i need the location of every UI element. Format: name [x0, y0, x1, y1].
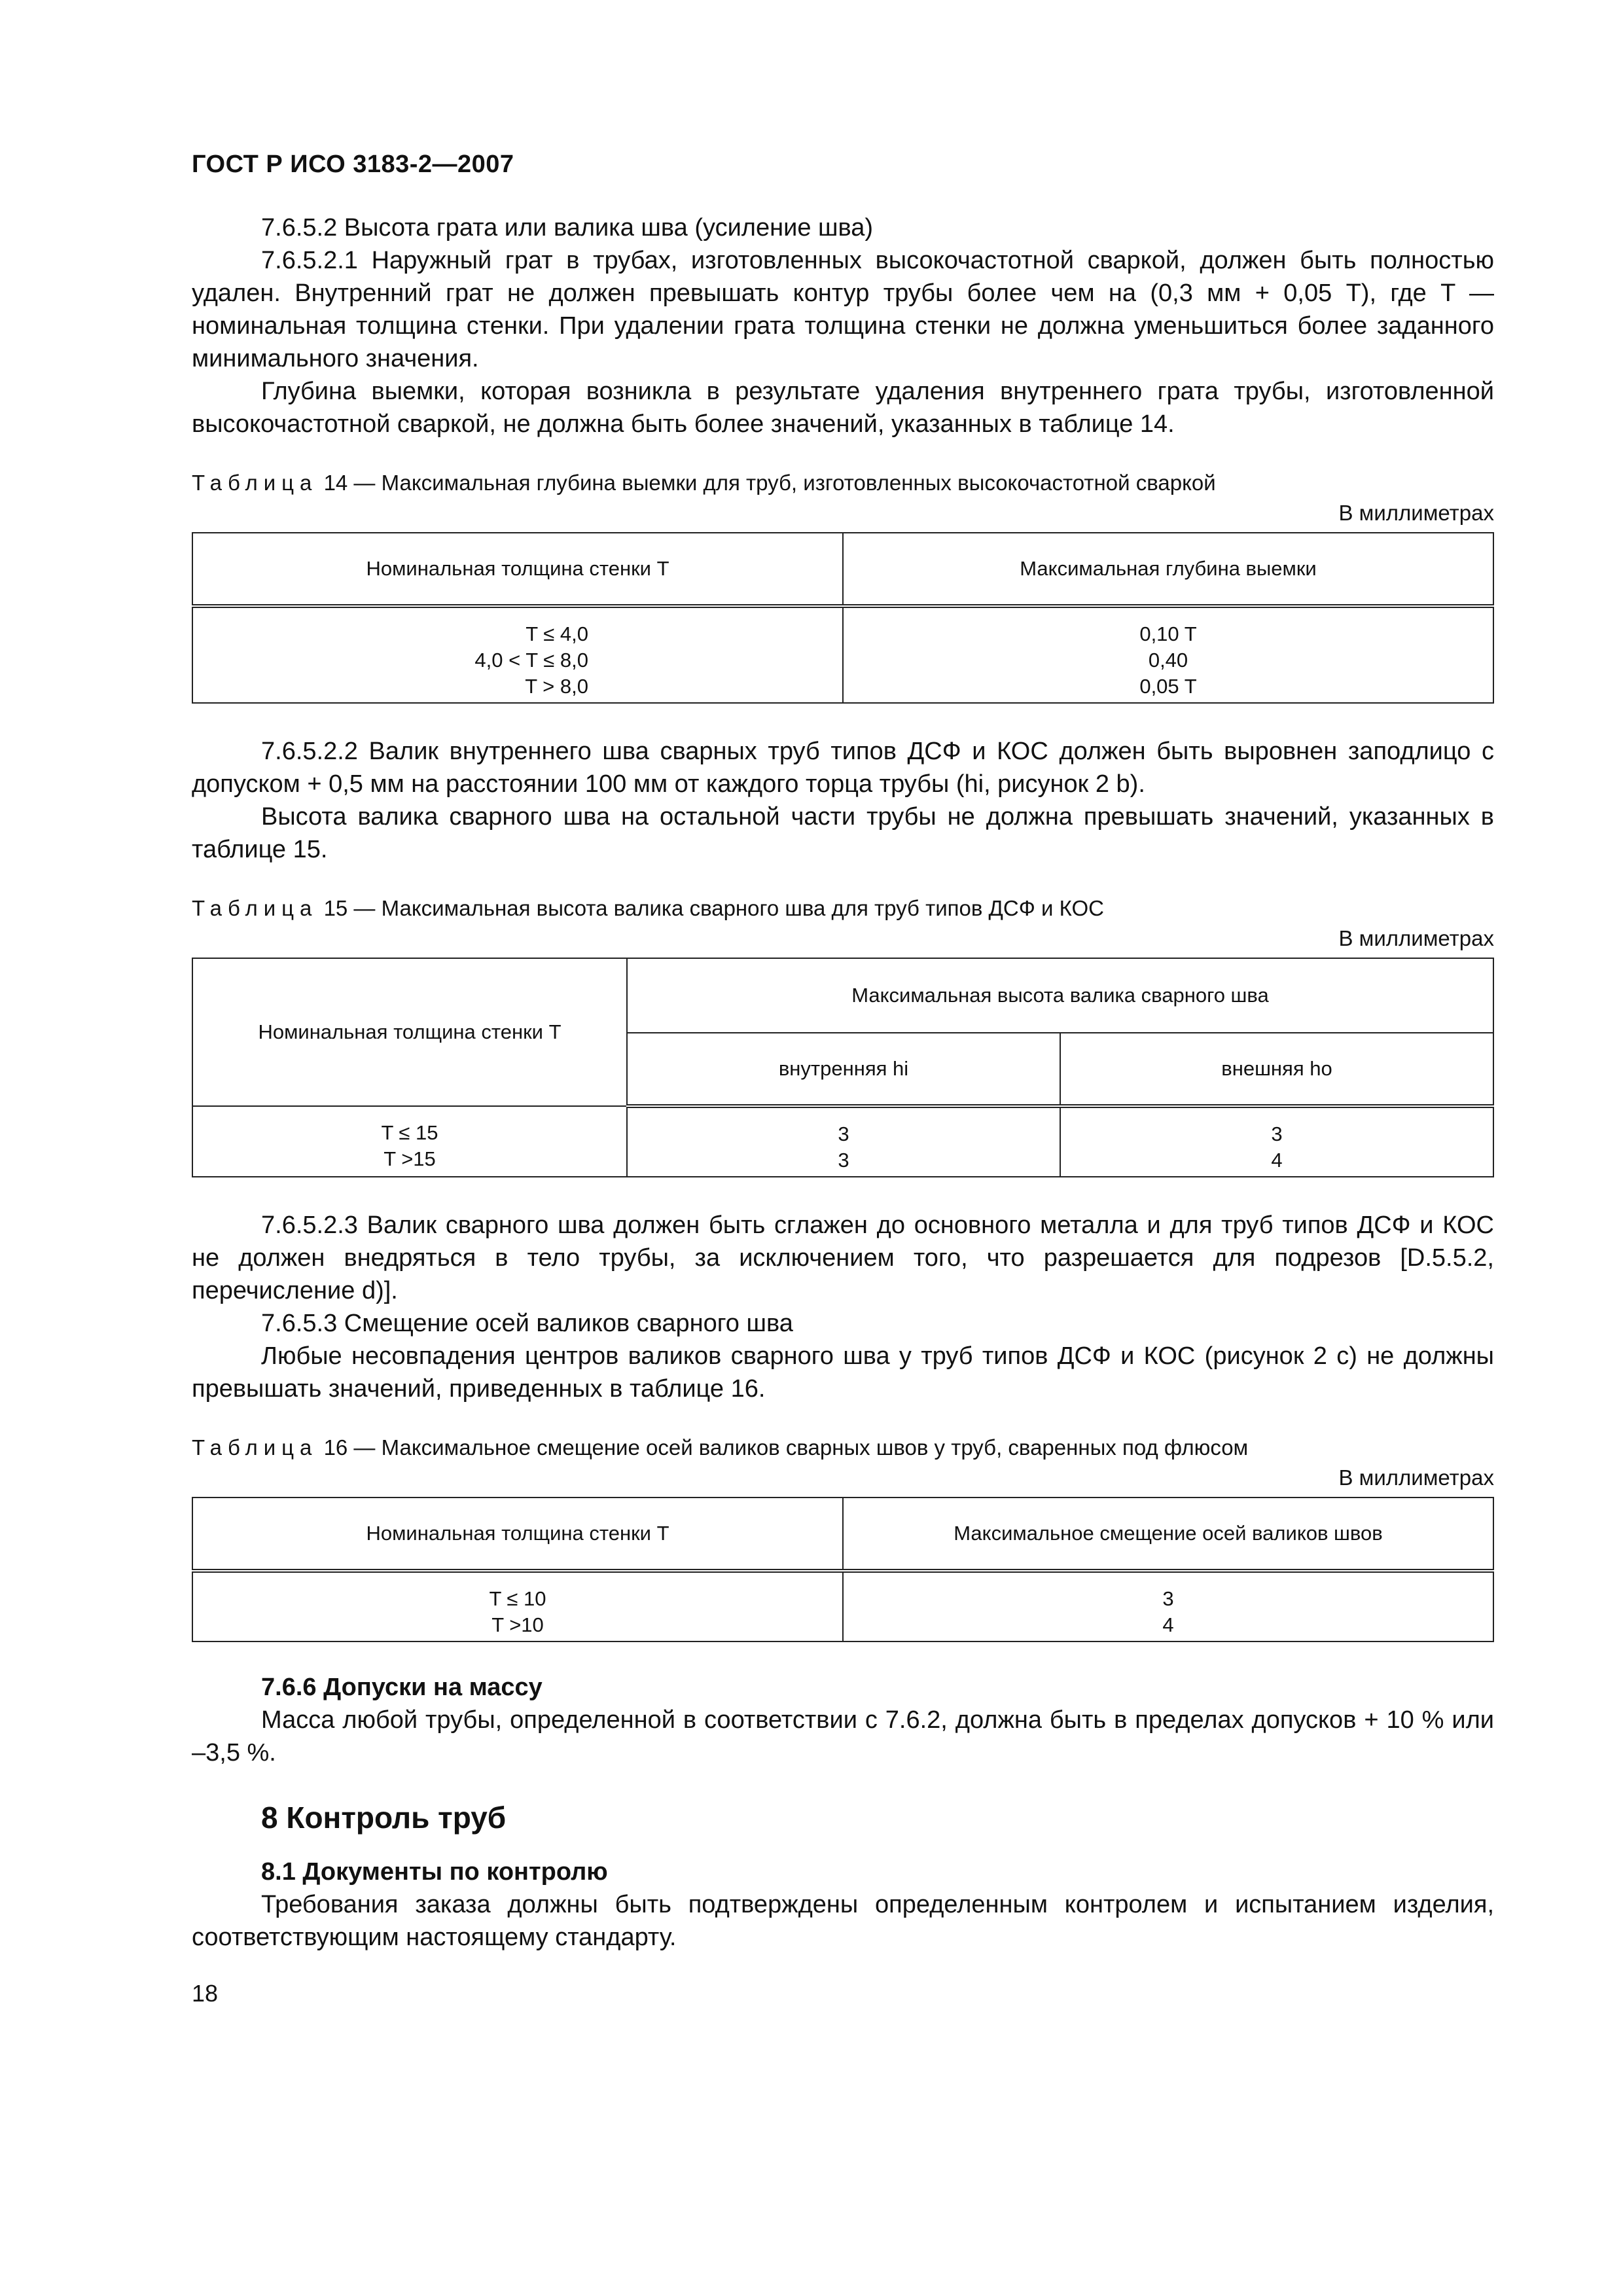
clause-7-6-5-2: 7.6.5.2 Высота грата или валика шва (усиление шва) — [261, 214, 874, 242]
table-16-header-offset: Максимальное смещение осей валиков швов — [843, 1498, 1493, 1571]
table-row — [192, 1571, 1493, 1641]
table-14-header-depth: Максимальная глубина выемки — [843, 533, 1493, 606]
table-15-header-outer: внешняя ho — [1060, 1033, 1493, 1106]
table-cell-line: T >15 — [383, 1147, 436, 1170]
table-16 — [192, 1497, 1494, 1642]
table-cell-line: 3 — [1271, 1122, 1283, 1145]
table-cell-line: 3 — [838, 1149, 849, 1172]
table-15-caption-text: 15 — Максимальная высота валика сварного шва для труб типов ДСФ и КОС — [323, 896, 1104, 920]
table-14 — [192, 532, 1494, 704]
section-7-6-6-heading: 7.6.6 Допуски на массу — [261, 1674, 543, 1701]
section-8-heading: 8 Контроль труб — [261, 1801, 507, 1835]
table-cell-line: T ≤ 4,0 — [526, 622, 588, 645]
table-14-caption — [192, 468, 1494, 498]
section-8-1-heading: 8.1 Документы по контролю — [261, 1858, 608, 1886]
table-14-caption-word: Таблица — [192, 471, 318, 495]
table-16-header-thickness: Номинальная толщина стенки T — [192, 1498, 843, 1571]
table-cell-line: T > 8,0 — [525, 675, 588, 698]
table-16-thickness-cell — [192, 1571, 843, 1641]
table-15-thickness-cell — [192, 1106, 627, 1177]
table-cell-line: 3 — [838, 1122, 849, 1145]
table-15-inner-cell — [627, 1106, 1060, 1177]
clause-7-6-5-2-1: 7.6.5.2.1 Наружный грат в трубах, изготовленных высокочастотной сваркой, должен быть полностью удален. Внутренний грат не должен превышать контур трубы более чем на (0,3 мм + 0,05 T), где T — номинальная толщина стенки. При удалении грата толщина стенки не должна уменьшиться более заданного минимального значения. — [192, 247, 1494, 372]
paragraph-groove-depth: Глубина выемки, которая возникла в результате удаления внутреннего грата трубы, изготовленной высокочастотной сваркой, не должна быть более значений, указанных в таблице 14. — [192, 378, 1494, 438]
table-cell-line: 0,05 T — [1139, 675, 1197, 698]
table-14-header-thickness: Номинальная толщина стенки T — [192, 533, 843, 606]
table-15-outer-cell — [1060, 1106, 1493, 1177]
table-15-header-group: Максимальная высота валика сварного шва — [627, 958, 1493, 1033]
clause-7-6-5-3: 7.6.5.3 Смещение осей валиков сварного шва — [261, 1310, 793, 1337]
table-16-caption — [192, 1433, 1494, 1463]
paragraph-misalignment: Любые несовпадения центров валиков сварного шва у труб типов ДСФ и КОС (рисунок 2 c) не должны превышать значений, приведенных в таблице 16. — [192, 1342, 1494, 1403]
table-cell-line: T >10 — [491, 1613, 544, 1636]
clause-7-6-5-2-3: 7.6.5.2.3 Валик сварного шва должен быть сглажен до основного металла и для труб типов ДСФ и КОС не должен внедряться в тело трубы, за исключением того, что разрешается для подрезов [D.5.5.2, перечисление d)]. — [192, 1211, 1494, 1304]
table-16-caption-word: Таблица — [192, 1435, 318, 1460]
table-14-depth-cell — [843, 606, 1493, 703]
document-page — [192, 151, 1494, 2007]
table-15-caption — [192, 893, 1494, 924]
clause-7-6-5-2-2: 7.6.5.2.2 Валик внутреннего шва сварных труб типов ДСФ и КОС должен быть выровнен заподлицо с допуском + 0,5 мм на расстоянии 100 мм от каждого торца трубы (hi, рисунок 2 b). — [192, 738, 1494, 798]
table-cell-line: 0,40 — [1148, 649, 1188, 672]
table-16-units: В миллиметрах — [1338, 1465, 1494, 1490]
table-cell-line: 0,10 T — [1139, 622, 1197, 645]
section-8-1-text: Требования заказа должны быть подтверждены определенным контролем и испытанием изделия, соответствующим настоящему стандарту. — [192, 1891, 1494, 1951]
document-header: ГОСТ Р ИСО 3183-2—2007 — [192, 151, 514, 178]
table-cell-line: 4,0 < T ≤ 8,0 — [474, 649, 588, 672]
table-16-caption-text: 16 — Максимальное смещение осей валиков сварных швов у труб, сваренных под флюсом — [323, 1435, 1249, 1460]
table-15-header-thickness: Номинальная толщина стенки T — [192, 958, 627, 1106]
table-15 — [192, 958, 1494, 1177]
table-cell-line: 3 — [1162, 1587, 1174, 1610]
section-7-6-6-text: Масса любой трубы, определенной в соответствии с 7.6.2, должна быть в пределах допусков + 10 % или –3,5 %. — [192, 1706, 1494, 1767]
table-row — [192, 1106, 1493, 1177]
table-16-offset-cell — [843, 1571, 1493, 1641]
table-14-units: В миллиметрах — [1338, 501, 1494, 525]
table-15-header-inner: внутренняя hi — [627, 1033, 1060, 1106]
table-cell-line: T ≤ 15 — [381, 1121, 438, 1144]
page-number: 18 — [192, 1980, 219, 2007]
table-15-units: В миллиметрах — [1338, 926, 1494, 950]
table-row — [192, 606, 1493, 703]
table-14-thickness-cell — [192, 606, 843, 703]
paragraph-bead-height: Высота валика сварного шва на остальной части трубы не должна превышать значений, указанных в таблице 15. — [192, 803, 1494, 863]
table-cell-line: 4 — [1271, 1149, 1283, 1172]
table-14-caption-text: 14 — Максимальная глубина выемки для труб, изготовленных высокочастотной сваркой — [323, 471, 1216, 495]
table-15-caption-word: Таблица — [192, 896, 318, 920]
table-cell-line: T ≤ 10 — [489, 1587, 546, 1610]
table-cell-line: 4 — [1162, 1613, 1174, 1636]
